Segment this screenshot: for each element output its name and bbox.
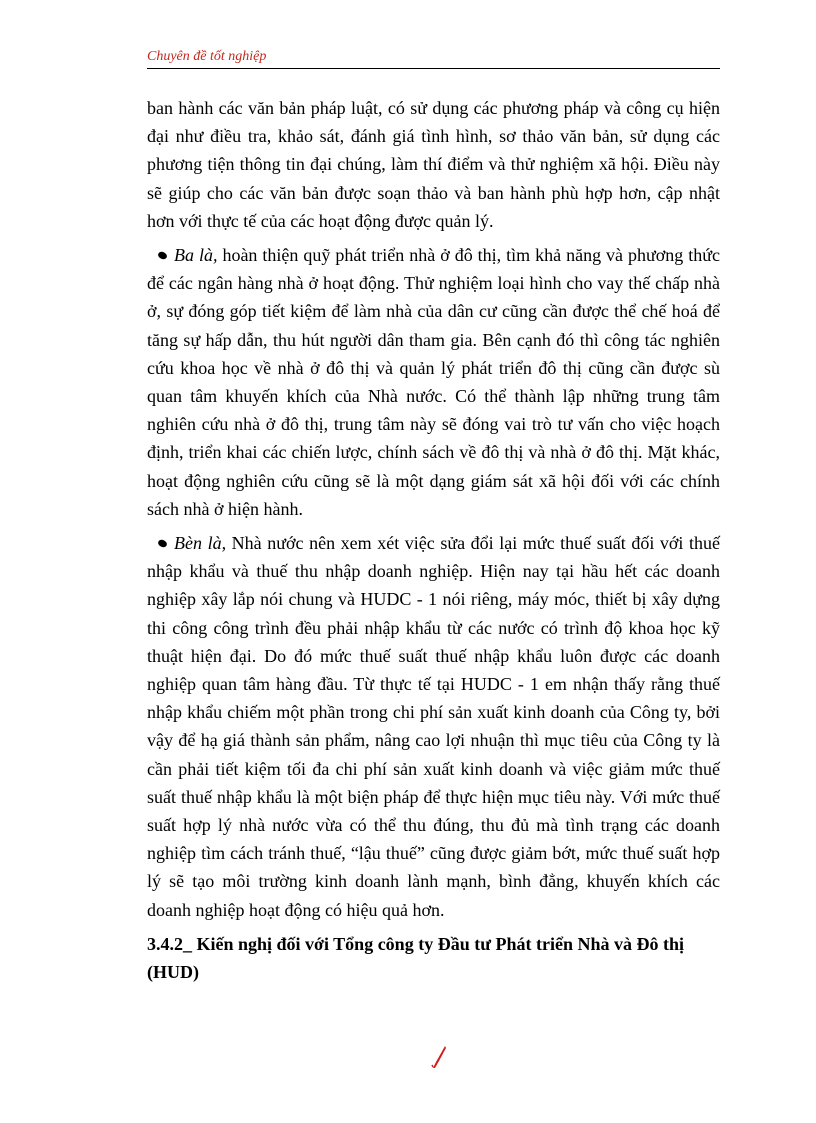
section-heading: 3.4.2_ Kiến nghị đối với Tổng công ty Đầu tư Phát triển Nhà và Đô thị (HUD) bbox=[147, 933, 684, 982]
paragraph-3 bbox=[147, 529, 720, 924]
bullet-icon bbox=[157, 538, 168, 548]
paragraph-2-lead: Ba là, bbox=[174, 245, 218, 266]
paragraph-1: ban hành các văn bản pháp luật, có sử dụng các phương pháp và công cụ hiện đại như điều tra, khảo sát, đánh giá tình hình, sơ thảo văn bản, sử dụng các phương tiện thông tin đại chúng, làm thí điểm và thử nghiệm xã hội. Điều này sẽ giúp cho các văn bản được soạn thảo và ban hành phù hợp hơn, cập nhật hơn với thực tế của các hoạt động được quản lý. bbox=[147, 98, 720, 231]
header-title: Chuyên đề tốt nghiệp bbox=[147, 49, 267, 64]
paragraph-2 bbox=[147, 241, 720, 523]
paragraph-2-text: hoàn thiện quỹ phát triển nhà ở đô thị, tìm khả năng và phương thức để các ngân hàng nhà ở hoạt động. Thử nghiệm loại hình cho vay thế chấp nhà ở, sự đóng góp tiết kiệm để làm nhà của dân cư cũng cần được thể chế hoá để tăng sự hấp dẫn, thu hút người dân tham gia. Bên cạnh đó thì công tác nghiên cứu khoa học về nhà ở đô thị và quản lý phát triển đô thị cũng cần được sù quan tâm khuyến khích của Nhà nước. Có thể thành lập những trung tâm nghiên cứu nhà ở đô thị, trung tâm này sẽ đóng vai trò tư vấn cho việc hoạch định, triển khai các chiến lược, chính sách về đô thị và nhà ở đô thị. Mặt khác, hoạt động nghiên cứu cũng sẽ là một dạng giám sát xã hội đối với các chính sách nhà ở hiện hành. bbox=[147, 245, 720, 519]
page-header bbox=[147, 48, 720, 69]
paragraph-3-lead: Bèn là, bbox=[174, 533, 227, 554]
page-number-mark-icon bbox=[430, 1045, 448, 1069]
document-body bbox=[147, 94, 720, 992]
bullet-icon bbox=[157, 250, 168, 260]
paragraph-3-text: Nhà nước nên xem xét việc sửa đổi lại mức thuế suất đối với thuế nhập khẩu và thuế thu nhập doanh nghiệp. Hiện nay tại hầu hết các doanh nghiệp xây lắp nói chung và HUDC - 1 nói riêng, máy móc, thiết bị xây dựng thi công công trình đều phải nhập khẩu từ các nước có trình độ khoa học kỹ thuật hiện đại. Do đó mức thuế suất thuế nhập khẩu luôn được các doanh nghiệp quan tâm hàng đầu. Từ thực tế tại HUDC - 1 em nhận thấy rằng thuế nhập khẩu chiếm một phần trong chi phí sản xuất kinh doanh của Công ty, bởi vậy để hạ giá thành sản phẩm, nâng cao lợi nhuận thì mục tiêu của Công ty là cần phải tiết kiệm tối đa chi phí sản xuất kinh doanh và việc giảm mức thuế suất thuế nhập khẩu là một biện pháp để thực hiện mục tiêu này. Với mức thuế suất hợp lý nhà nước vừa có thể thu đúng, thu đủ mà tình trạng các doanh nghiệp tìm cách tránh thuế, “lậu thuế” cũng được giảm bớt, mức thuế suất hợp lý sẽ tạo môi trường kinh doanh lành mạnh, bình đẳng, khuyến khích các doanh nghiệp hoạt động có hiệu quả hơn. bbox=[147, 533, 720, 920]
